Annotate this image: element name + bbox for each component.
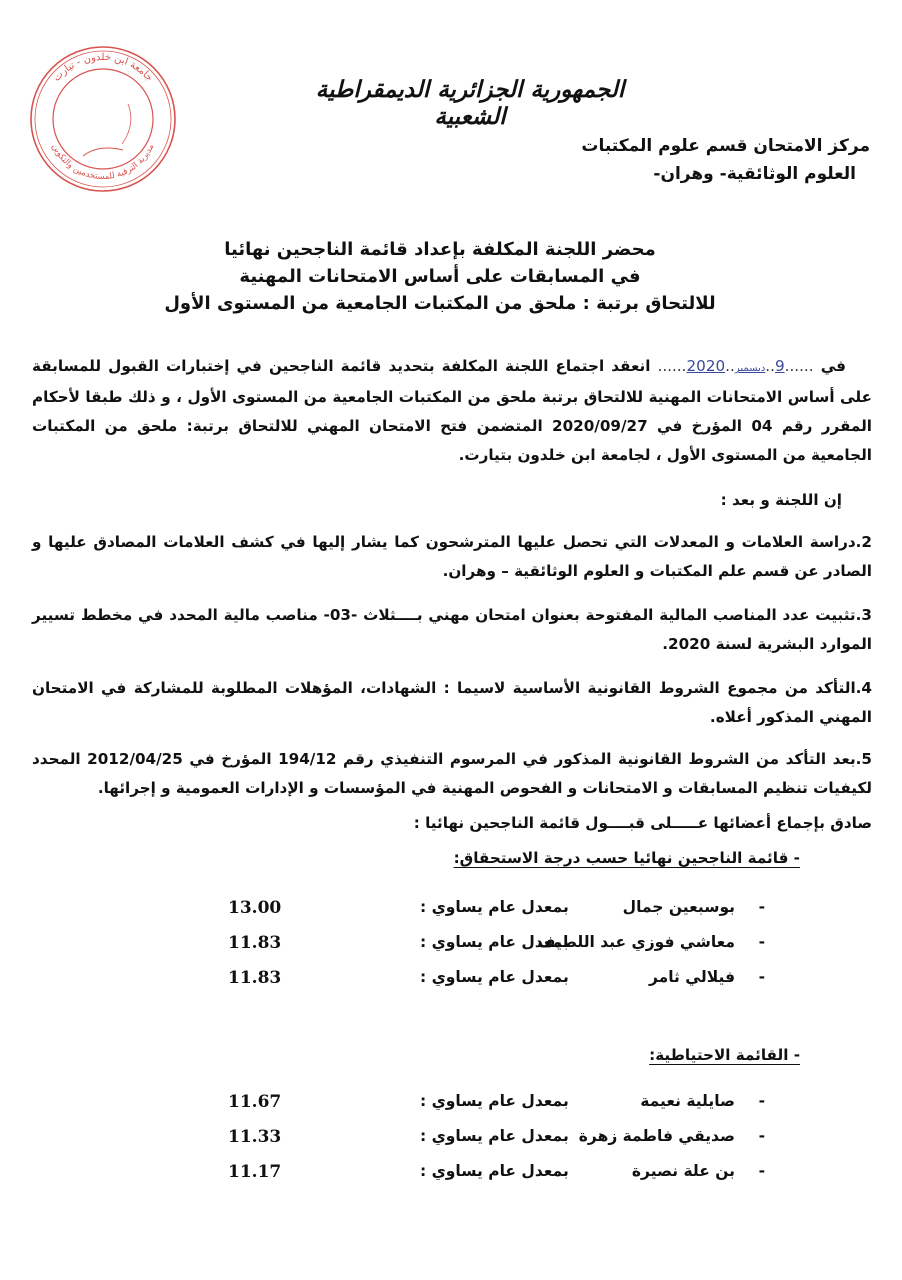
- list-dash: -: [758, 933, 765, 951]
- stamp-inner-text: مديرية الترقية للمستخدمين والتكوين: [49, 142, 157, 183]
- intro-prefix: في: [820, 357, 846, 375]
- reserve-list-heading: - القائمة الاحتياطية:: [649, 1046, 800, 1064]
- average-label: بمعدل عام يساوي :: [420, 1092, 569, 1110]
- average-value: 11.33: [228, 1127, 282, 1147]
- exam-center-line1: مركز الامتحان قسم علوم المكتبات: [581, 136, 870, 156]
- stamp-signature-scribble: [122, 104, 131, 144]
- average-value: 11.67: [228, 1092, 282, 1112]
- candidate-name: بوسبعين جمال: [622, 898, 735, 916]
- average-value: 11.83: [228, 933, 282, 953]
- intro-paragraph: في ......9..ديسمبر..2020...... انعقد اجتماع اللجنة المكلفة بتحديد قائمة الناجحين في إختبارات القبول للمسابقة على أساس الامتحانات المهنية للالتحاق برتبة ملحق من المكتبات الجامعية من المستوى الأول ، و ذلك طبقا لأحكام المقرر رقم 04 المؤرخ في 2020/09/27 المتضمن فتح الامتحان المهني للالتحاق برتبة: ملحق من المكتبات الجامعية من المستوى الأول ، لجامعة ابن خلدون بتيارت.: [32, 357, 872, 464]
- title-line2: في المسابقات على أساس الامتحانات المهنية: [239, 266, 641, 287]
- committee-item-4: 4.التأكد من مجموع الشروط القانونية الأساسية لاسيما : الشهادات، المؤهلات المطلوبة للمشاركة في الامتحان المهني المذكور أعلاه.: [32, 679, 872, 726]
- list-dash: -: [758, 898, 765, 916]
- average-label: بمعدل عام يساوي :: [420, 933, 569, 951]
- candidate-name: معاشي فوزي عبد اللطيف: [537, 933, 735, 951]
- document-title: [160, 236, 720, 317]
- list-item: [215, 1127, 775, 1151]
- candidate-name: فيلالي ثامر: [648, 968, 735, 986]
- stamp-signature-scribble: [83, 148, 123, 156]
- title-line3: للالتحاق برتبة : ملحق من المكتبات الجامعية من المستوى الأول: [164, 293, 716, 314]
- university-stamp: [28, 44, 178, 194]
- candidate-name: صايلية نعيمة: [640, 1092, 735, 1110]
- list-item: [215, 968, 775, 992]
- list-dash: -: [758, 968, 765, 986]
- exam-center-line2: العلوم الوثائقية- وهران-: [653, 164, 856, 184]
- list-dash: -: [758, 1127, 765, 1145]
- final-list-heading: - قائمة الناجحين نهائيا حسب درجة الاستحقاق:: [453, 849, 800, 867]
- republic-header: الجمهورية الجزائرية الديمقراطية الشعبية: [315, 76, 625, 130]
- average-label: بمعدل عام يساوي :: [420, 1162, 569, 1180]
- list-dash: -: [758, 1162, 765, 1180]
- average-value: 13.00: [228, 898, 282, 918]
- committee-item-5: 5.بعد التأكد من الشروط القانونية المذكور في المرسوم التنفيذي رقم 194/12 المؤرخ في 2012/04/25 المحدد لكيفيات تنظيم المسابقات و الامتحانات و الفحوص المهنية في المؤسسات و الإدارات العمومية و إجرائها.: [32, 750, 872, 797]
- committee-item-3: 3.تثبيت عدد المناصب المالية المفتوحة بعنوان امتحان مهني بــــثلاث -03- مناصب مالية المحدد في مخطط تسيير الموارد البشرية لسنة 2020.: [32, 606, 872, 653]
- stamp-outer-text: جامعة ابن خلدون - تيارت: [51, 51, 155, 84]
- date-month: ديسمبر: [734, 363, 766, 374]
- list-dash: -: [758, 1092, 765, 1110]
- date-dots: ......: [784, 357, 814, 375]
- date-year: 2020: [686, 357, 726, 375]
- candidate-name: بن علة نصيرة: [631, 1162, 735, 1180]
- title-line1: محضر اللجنة المكلفة بإعداد قائمة الناجحين نهائيا: [224, 239, 656, 260]
- average-value: 11.83: [228, 968, 282, 988]
- exam-center: [581, 132, 870, 188]
- average-label: بمعدل عام يساوي :: [420, 898, 569, 916]
- list-item: [215, 1162, 775, 1186]
- list-item: [215, 933, 775, 957]
- committee-item-2: 2.دراسة العلامات و المعدلات التي تحصل عليها المترشحون كما يشار إليها في كشف العلامات المصادق عليها و الصادر عن قسم علم المكتبات و العلوم الوثائقية – وهران.: [32, 533, 872, 580]
- stamp-inner-ring: [53, 69, 153, 169]
- date-day: 9: [774, 357, 785, 375]
- intro-text: انعقد اجتماع اللجنة المكلفة بتحديد قائمة الناجحين في إختبارات القبول للمسابقة على أساس الامتحانات المهنية للالتحاق برتبة ملحق من المكتبات الجامعية من المستوى الأول ، و ذلك طبقا لأحكام المقرر رقم 04 المؤرخ في 2020/09/27 المتضمن فتح الامتحان المهني للالتحاق برتبة: ملحق من المكتبات الجامعية من المستوى الأول ، لجامعة ابن خلدون بتيارت.: [32, 357, 872, 464]
- committee-heading: إن اللجنة و بعد :: [720, 491, 842, 509]
- stamp-outer-ring-inner: [35, 51, 171, 187]
- date-dots: ......: [657, 357, 687, 375]
- candidate-name: صديقي فاطمة زهرة: [578, 1127, 735, 1145]
- average-value: 11.17: [228, 1162, 282, 1182]
- approval-statement: صادق بإجماع أعضائها عـــــلى قبــــول قائمة الناجحين نهائيا :: [413, 814, 872, 832]
- average-label: بمعدل عام يساوي :: [420, 1127, 569, 1145]
- average-label: بمعدل عام يساوي :: [420, 968, 569, 986]
- list-item: [215, 1092, 775, 1116]
- list-item: [215, 898, 775, 922]
